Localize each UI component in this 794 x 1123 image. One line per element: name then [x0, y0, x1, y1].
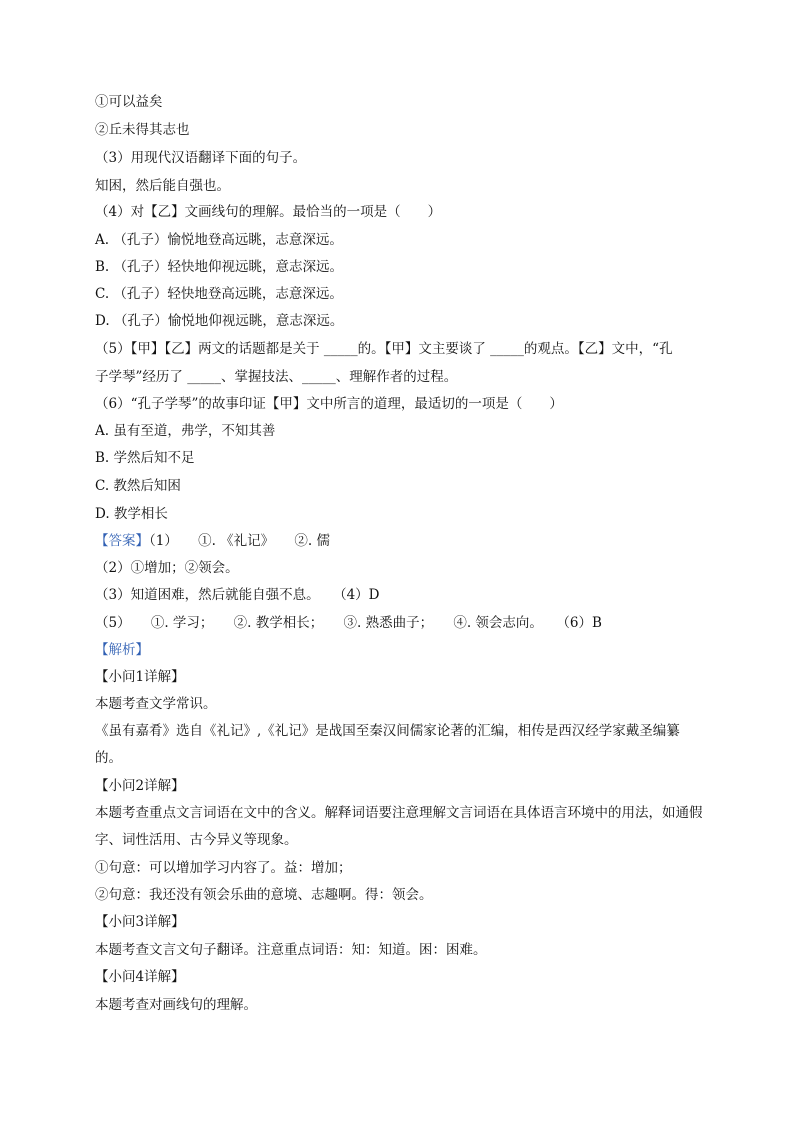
- option-b: B. 学然后知不足: [95, 450, 195, 466]
- text-line: 本题考查对画线句的理解。: [95, 997, 257, 1013]
- answer-line: [95, 531, 705, 551]
- analysis-label: 【解析】: [95, 642, 149, 658]
- text-line: ①可以益矣: [95, 94, 163, 110]
- option-d: D. 教学相长: [95, 506, 168, 522]
- text-line: 知困，然后能自强也。: [95, 178, 230, 194]
- answer-text: （1） ①. 《礼记》 ②. 儒: [149, 533, 331, 549]
- option-c: C. 教然后知困: [95, 478, 181, 494]
- answer-label: 【答案】: [95, 533, 149, 549]
- text-paragraph: 本题考查重点文言词语在文中的含义。解释词语要注意理解文言词语在具体语言环境中的用法，如通假字、词性活用、古今异义等现象。: [95, 805, 703, 848]
- text-line: （3）知道困难，然后就能自强不息。 （4）D: [95, 587, 380, 603]
- section-heading: 【小问1详解】: [95, 669, 185, 685]
- text-line: （3）用现代汉语翻译下面的句子。: [95, 150, 307, 166]
- text-line: ①句意：可以增加学习内容了。益：增加；: [95, 860, 352, 876]
- text-line: 本题考查文学常识。: [95, 696, 217, 712]
- text-line: （5）【甲】【乙】两文的话题都是关于 _____的。【甲】文主要谈了 _____的观点。【乙】文中，“孔: [95, 341, 673, 357]
- text-line: （2）①增加；②领会。: [95, 560, 239, 576]
- option-c: C. （孔子）轻快地登高远眺，志意深远。: [95, 286, 343, 302]
- text-line: （6）“孔子学琴”的故事印证【甲】文中所言的道理，最适切的一项是（ ）: [95, 396, 563, 412]
- option-b: B. （孔子）轻快地仰视远眺，意志深远。: [95, 259, 344, 275]
- text-line: 子学琴”经历了 _____、掌握技法、_____、理解作者的过程。: [95, 369, 458, 385]
- text-line: （5） ①. 学习； ②. 教学相长； ③. 熟悉曲子； ④. 领会志向。 （6）B: [95, 615, 602, 631]
- option-a: A. 虽有至道，弗学，不知其善: [95, 423, 276, 439]
- section-heading: 【小问4详解】: [95, 969, 185, 985]
- option-a: A. （孔子）愉悦地登高远眺，志意深远。: [95, 232, 343, 248]
- text-line: ②丘未得其志也: [95, 122, 190, 138]
- section-heading: 【小问2详解】: [95, 778, 185, 794]
- section-heading: 【小问3详解】: [95, 914, 185, 930]
- text-line: （4）对【乙】文画线句的理解。最恰当的一项是（ ）: [95, 204, 442, 220]
- option-d: D. （孔子）愉悦地仰视远眺，意志深远。: [95, 313, 344, 329]
- text-line: ②句意：我还没有领会乐曲的意境、志趣啊。得：领会。: [95, 887, 433, 903]
- text-paragraph: 《虽有嘉肴》选自《礼记》,《礼记》是战国至秦汉间儒家论著的汇编，相传是西汉经学家戴圣编纂的。: [95, 723, 680, 766]
- text-line: 本题考查文言文句子翻译。注意重点词语：知：知道。困：困难。: [95, 942, 487, 958]
